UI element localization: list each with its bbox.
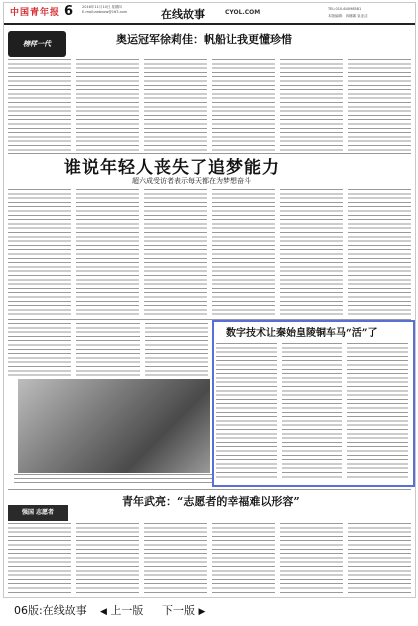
text-column — [348, 523, 411, 593]
headline-dream[interactable]: 谁说年轻人丧失了追梦能力 — [64, 158, 280, 178]
text-column — [348, 59, 411, 151]
column-badge-volunteer: 强国 志愿者 — [8, 505, 68, 521]
subheadline-dream: 超六成受访者表示每天都在为梦想奋斗 — [132, 177, 251, 185]
text-column — [8, 323, 71, 377]
article-photo — [18, 379, 210, 473]
text-column — [8, 189, 71, 317]
page-navigation — [0, 600, 418, 620]
prev-label: 上一版 — [110, 604, 144, 617]
article-2-body — [8, 189, 411, 317]
masthead-date — [82, 5, 132, 15]
headline-terracotta[interactable]: 数字技术让秦始皇陵铜车马“活”了 — [226, 328, 378, 339]
masthead — [4, 3, 415, 25]
text-column — [8, 523, 71, 593]
next-label: 下一版 — [162, 604, 195, 617]
column-badge: 榜样一代 — [8, 31, 66, 57]
text-column — [76, 59, 139, 151]
text-column — [76, 323, 139, 377]
divider — [8, 489, 411, 490]
text-column — [280, 59, 343, 151]
text-column — [212, 523, 275, 593]
arrow-right-icon: ▶ — [198, 607, 206, 617]
article-3-left-body — [8, 323, 208, 377]
page-number: 6 — [64, 4, 74, 19]
text-column — [145, 323, 208, 377]
article-5-body — [8, 523, 411, 593]
text-column — [212, 59, 275, 151]
text-column — [280, 189, 343, 317]
prev-page-link[interactable] — [100, 602, 143, 618]
photo-caption — [14, 474, 214, 486]
text-column — [348, 189, 411, 317]
text-column — [144, 59, 207, 151]
newspaper-logo: 中国青年报 — [10, 8, 61, 18]
section-title: 在线故事 — [161, 8, 205, 21]
masthead-email: E-mail:zwbnow@163.com — [82, 10, 128, 14]
text-column — [144, 523, 207, 593]
text-column — [144, 189, 207, 317]
arrow-left-icon: ◀ — [100, 607, 107, 617]
masthead-tel: TEL:010-64098581 — [328, 7, 362, 11]
next-page-link[interactable] — [162, 602, 205, 618]
text-column — [282, 343, 343, 479]
article-4-body — [216, 343, 408, 479]
text-column — [76, 523, 139, 593]
article-1-body — [8, 59, 411, 151]
page-label: 06版:在线故事 — [14, 604, 87, 617]
text-column — [216, 343, 277, 479]
issue-date: 2016年11月10日 星期四 — [82, 5, 122, 9]
headline-xu-lijia[interactable]: 奥运冠军徐莉佳：帆船让我更懂珍惜 — [116, 33, 292, 46]
text-column — [76, 189, 139, 317]
newspaper-page — [3, 2, 416, 598]
headline-wu-liang[interactable]: 青年武亮：“志愿者的幸福难以形容” — [122, 495, 300, 508]
text-column — [8, 59, 71, 151]
site-name: CYOL.COM — [225, 9, 261, 16]
text-column — [212, 189, 275, 317]
text-column — [347, 343, 408, 479]
text-column — [280, 523, 343, 593]
masthead-editor: 本版编辑：冉娜娜 皇亚洁 — [328, 14, 368, 18]
